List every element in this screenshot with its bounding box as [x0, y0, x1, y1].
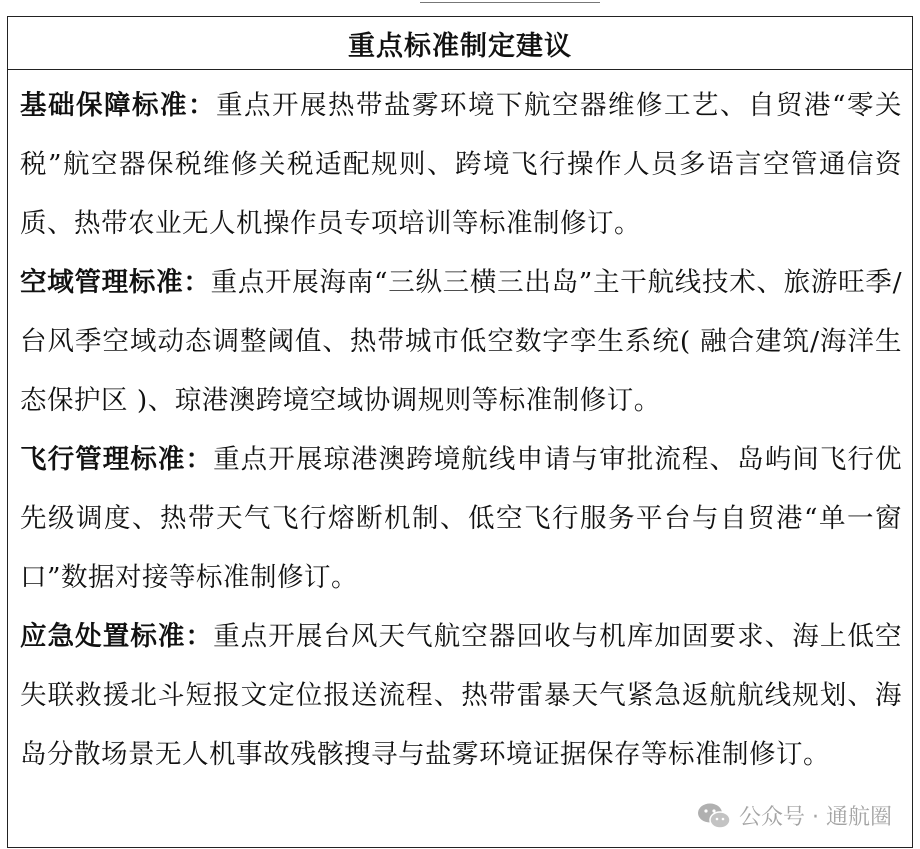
section-flight-management: [20, 430, 902, 607]
section-emergency-response: [20, 607, 902, 784]
section-text: 重点开展热带盐雾环境下航空器维修工艺、自贸港“零关税”航空器保税维修关税适配规则、跨境飞行操作人员多语言空管通信资质、热带农业无人机操作员专项培训等标准制修订。: [20, 90, 902, 239]
section-heading: 空域管理标准：: [20, 267, 211, 298]
section-heading: 应急处置标准：: [20, 621, 214, 652]
watermark-text: 公众号 · 通航圈: [739, 805, 892, 830]
cropped-top-edge: [0, 0, 920, 6]
table-title: 重点标准制定建议: [8, 17, 912, 70]
cropped-caption-edge: [420, 0, 600, 3]
table-body: [8, 70, 912, 784]
section-heading: 基础保障标准：: [20, 90, 216, 121]
section-airspace-management: [20, 253, 902, 430]
wechat-icon: [697, 802, 731, 830]
recommendation-table: [7, 16, 913, 848]
section-basic-support: [20, 76, 902, 253]
section-text: 重点开展琼港澳跨境航线申请与审批流程、岛屿间飞行优先级调度、热带天气飞行熔断机制、低空飞行服务平台与自贸港“单一窗口”数据对接等标准制修订。: [20, 444, 903, 593]
section-heading: 飞行管理标准：: [20, 444, 214, 475]
section-text: 重点开展海南“三纵三横三出岛”主干航线技术、旅游旺季/台风季空域动态调整阈值、热带城市低空数字孪生系统( 融合建筑/海洋生态保护区 )、琼港澳跨境空域协调规则等标准制修订。: [20, 267, 903, 416]
watermark: [697, 800, 892, 831]
section-text: 重点开展台风天气航空器回收与机库加固要求、海上低空失联救援北斗短报文定位报送流程、热带雷暴天气紧急返航航线规划、海岛分散场景无人机事故残骸搜寻与盐雾环境证据保存等标准制修订。: [20, 621, 903, 770]
